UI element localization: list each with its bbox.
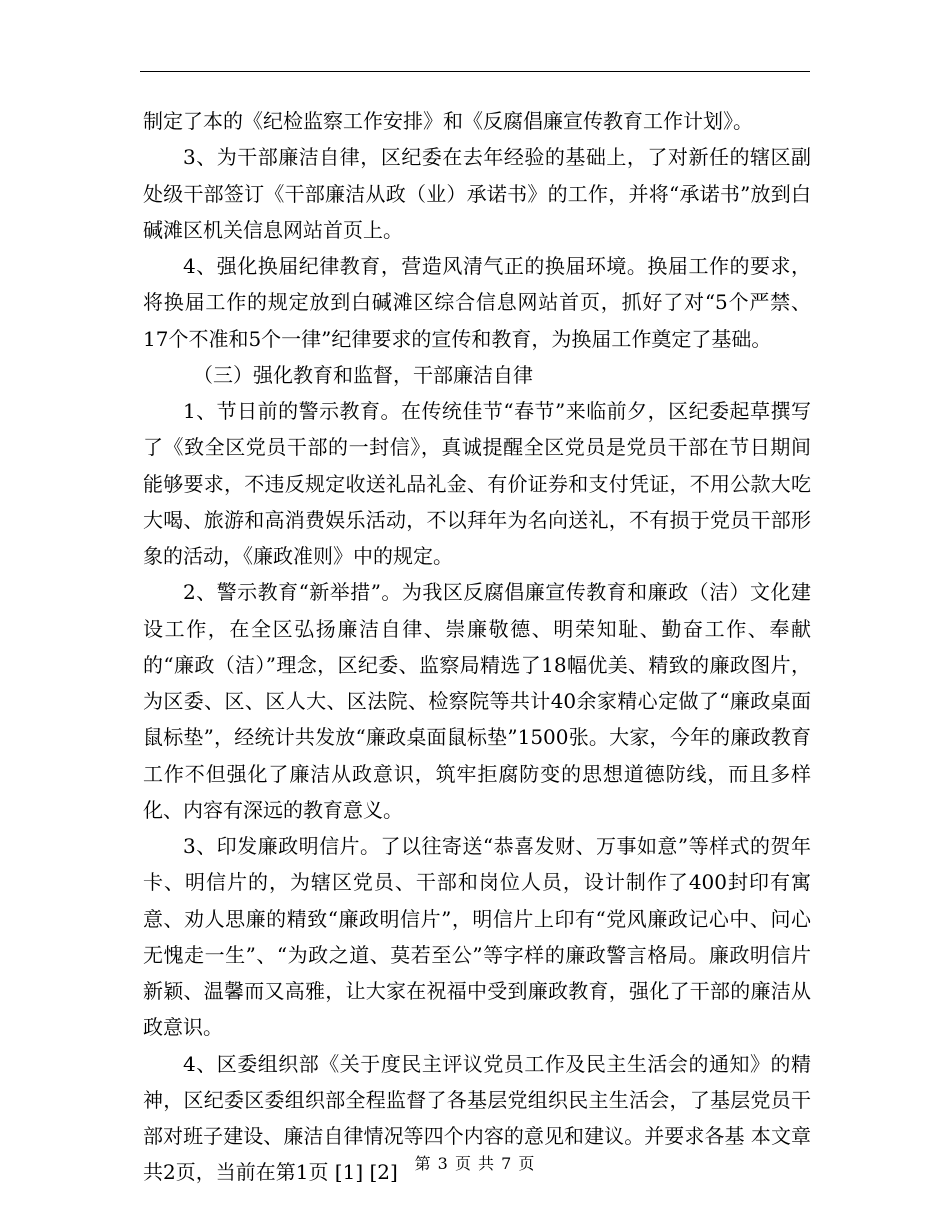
paragraph-continuation: 制定了本的《纪检监察工作安排》和《反腐倡廉宣传教育工作计划》。 <box>143 109 753 133</box>
paragraph-item-4-election-discipline: 4、强化换届纪律教育，营造风清气正的换届环境。换届工作的要求，将换届工作的规定放到白碱滩区综合信息网站首页，抓好了对“5个严禁、17个不准和5个一律”纪律要求的宣传和教育，为换届工作奠定了基础。 <box>143 254 811 351</box>
header-rule <box>140 71 810 72</box>
section-heading: （三）强化教育和监督，干部廉洁自律 <box>193 362 533 387</box>
paragraph-item-3-pledge: 3、为干部廉洁自律，区纪委在去年经验的基础上，了对新任的辖区副处级干部签订《干部廉洁从政（业）承诺书》的工作，并将“承诺书”放到白碱滩区机关信息网站首页上。 <box>143 145 811 242</box>
paragraph-item-2-new-measures: 2、警示教育“新举措”。为我区反腐倡廉宣传教育和廉政（洁）文化建设工作，在全区弘扬廉洁自律、崇廉敬德、明荣知耻、勤奋工作、奉献的“廉政（洁）”理念，区纪委、监察局精选了18幅优美、精致的廉政图片，为区委、区、区人大、区法院、检察院等共计40余家精心定做了“廉政桌面鼠标垫”，经统计共发放“廉政桌面鼠标垫”1500张。大家，今年的廉政教育工作不但强化了廉洁从政意识，筑牢拒腐防变的思想道德防线，而且多样化、内容有深远的教育意义。 <box>143 580 811 822</box>
body-text <box>143 103 811 1191</box>
paragraph-item-4-democratic-review: 4、区委组织部《关于度民主评议党员工作及民主生活会的通知》的精神，区纪委区委组织部全程监督了各基层党组织民主生活会，了基层党员干部对班子建设、廉洁自律情况等四个内容的意见和建议。并要求各基 本文章共2页，当前在第1页 [1] [2] <box>143 1051 811 1185</box>
paragraph-item-1-holiday-warning: 1、节日前的警示教育。在传统佳节“春节”来临前夕，区纪委起草撰写了《致全区党员干部的一封信》，真诚提醒全区党员是党员干部在节日期间能够要求，不违反规定收送礼品礼金、有价证券和支付凭证，不用公款大吃大喝、旅游和高消费娱乐活动，不以拜年为名向送礼，不有损于党员干部形象的活动，《廉政准则》中的规定。 <box>143 399 811 568</box>
paragraph-item-3-postcards: 3、印发廉政明信片。了以往寄送“恭喜发财、万事如意”等样式的贺年卡、明信片的，为辖区党员、干部和岗位人员，设计制作了400封印有寓意、劝人思廉的精致“廉政明信片”，明信片上印有“党风廉政记心中、问心无愧走一生”、“为政之道、莫若至公”等字样的廉政警言格局。廉政明信片新颖、温馨而又高雅，让大家在祝福中受到廉政教育，强化了干部的廉洁从政意识。 <box>143 834 811 1040</box>
page-number-footer: 第 3 页 共 7 页 <box>414 1154 536 1173</box>
